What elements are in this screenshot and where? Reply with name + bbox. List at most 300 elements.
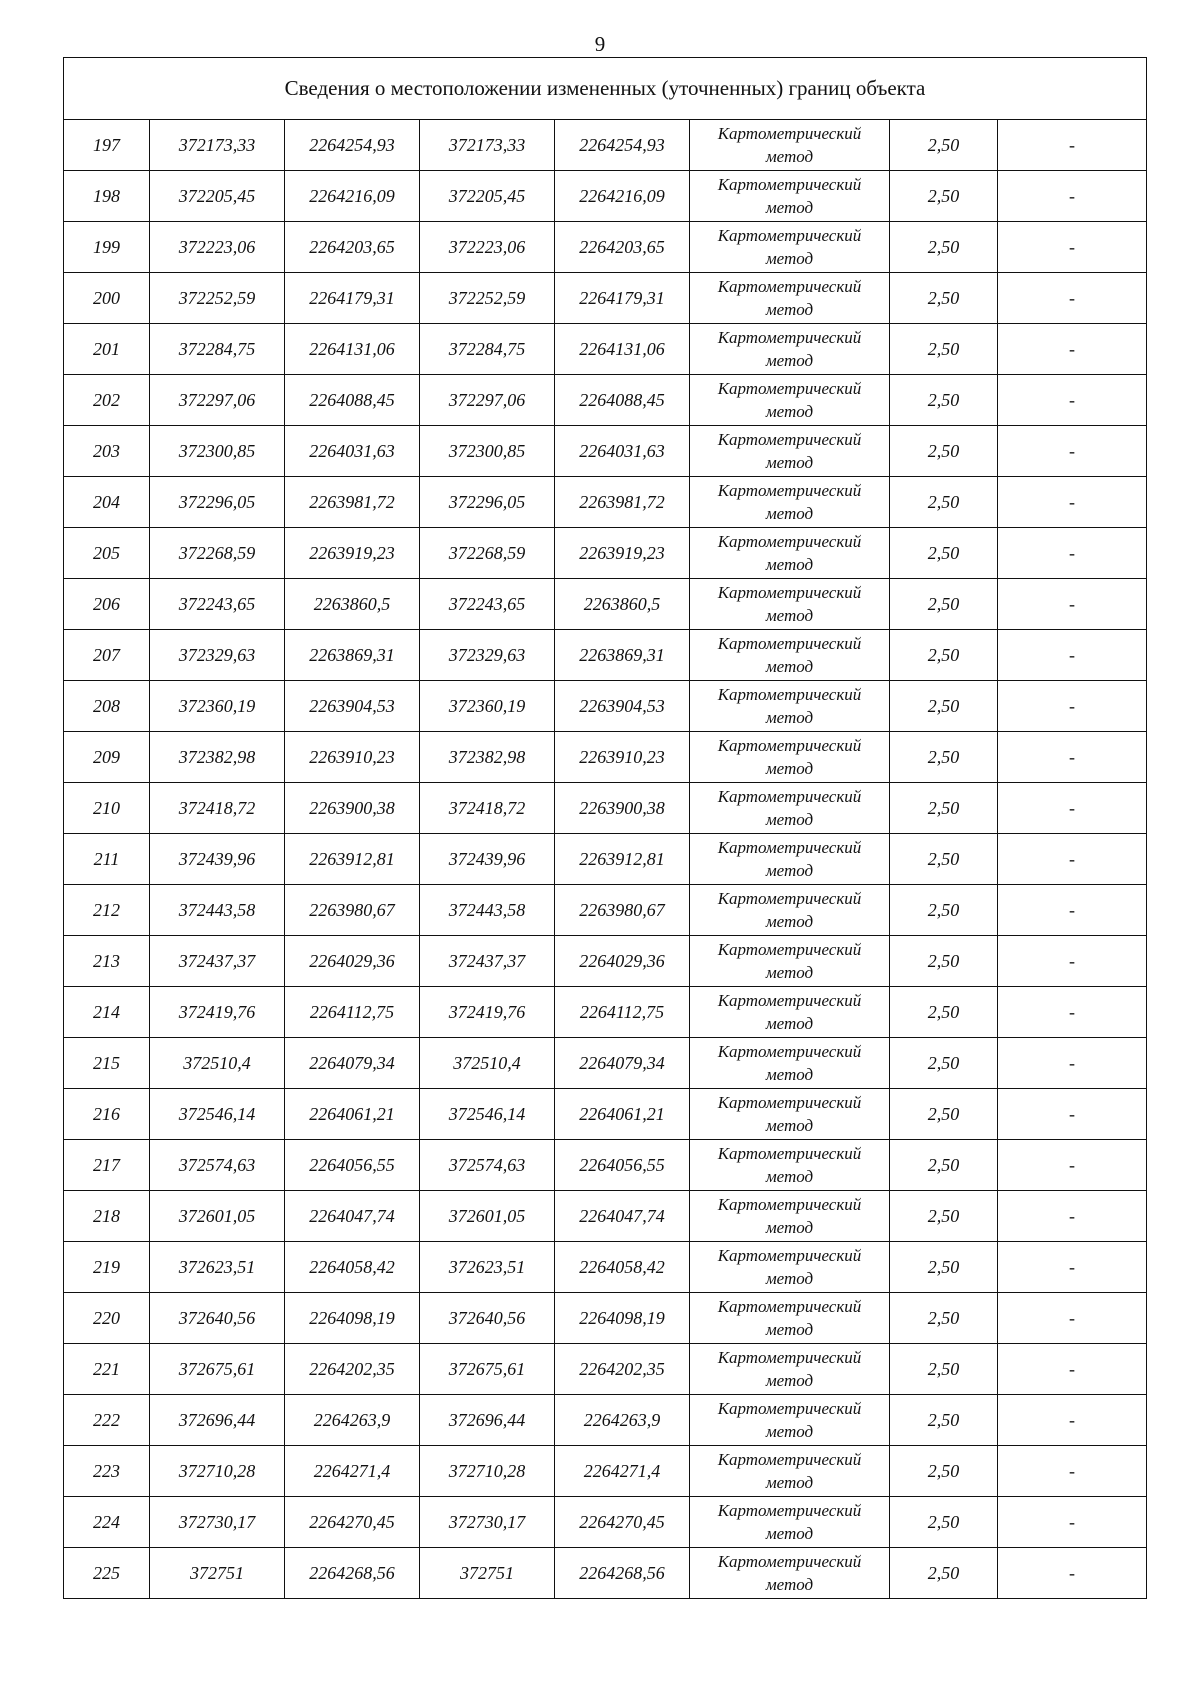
method-line-1: Картометрический: [717, 1500, 862, 1520]
note-cell: -: [998, 783, 1147, 834]
method-cell: [690, 273, 890, 324]
existing-y-cell: 2264216,09: [285, 171, 420, 222]
refined-y-cell: 2264088,45: [555, 375, 690, 426]
table-row: [64, 1395, 1147, 1446]
existing-x-cell: 372710,28: [150, 1446, 285, 1497]
method-cell: [690, 426, 890, 477]
existing-x-cell: 372623,51: [150, 1242, 285, 1293]
refined-y-cell: 2264131,06: [555, 324, 690, 375]
existing-y-cell: 2264112,75: [285, 987, 420, 1038]
method-line-2: метод: [765, 1472, 814, 1492]
method-line-1: Картометрический: [717, 1296, 862, 1316]
refined-x-cell: 372284,75: [420, 324, 555, 375]
method-line-2: метод: [765, 554, 814, 574]
refined-y-cell: 2263912,81: [555, 834, 690, 885]
refined-y-cell: 2263869,31: [555, 630, 690, 681]
refined-x-cell: 372297,06: [420, 375, 555, 426]
refined-x-cell: 372546,14: [420, 1089, 555, 1140]
refined-x-cell: 372710,28: [420, 1446, 555, 1497]
refined-x-cell: 372418,72: [420, 783, 555, 834]
accuracy-cell: 2,50: [890, 426, 998, 477]
method-line-1: Картометрический: [717, 582, 862, 602]
method-line-2: метод: [765, 605, 814, 625]
existing-x-cell: 372297,06: [150, 375, 285, 426]
method-line-2: метод: [765, 452, 814, 472]
table-row: [64, 732, 1147, 783]
table-row: [64, 375, 1147, 426]
method-line-2: метод: [765, 197, 814, 217]
method-cell: [690, 1242, 890, 1293]
table-row: [64, 1446, 1147, 1497]
refined-y-cell: 2264047,74: [555, 1191, 690, 1242]
note-cell: -: [998, 987, 1147, 1038]
existing-y-cell: 2263900,38: [285, 783, 420, 834]
accuracy-cell: 2,50: [890, 1089, 998, 1140]
point-number-cell: 206: [64, 579, 150, 630]
method-line-2: метод: [765, 1268, 814, 1288]
point-number-cell: 213: [64, 936, 150, 987]
note-cell: -: [998, 1191, 1147, 1242]
method-line-2: метод: [765, 1421, 814, 1441]
method-cell: [690, 528, 890, 579]
accuracy-cell: 2,50: [890, 528, 998, 579]
table-row: [64, 579, 1147, 630]
existing-y-cell: 2264056,55: [285, 1140, 420, 1191]
refined-y-cell: 2263860,5: [555, 579, 690, 630]
existing-y-cell: 2264268,56: [285, 1548, 420, 1599]
point-number-cell: 199: [64, 222, 150, 273]
existing-x-cell: 372640,56: [150, 1293, 285, 1344]
point-number-cell: 224: [64, 1497, 150, 1548]
existing-x-cell: 372675,61: [150, 1344, 285, 1395]
method-cell: [690, 1446, 890, 1497]
existing-x-cell: 372252,59: [150, 273, 285, 324]
refined-y-cell: 2264202,35: [555, 1344, 690, 1395]
method-line-2: метод: [765, 860, 814, 880]
accuracy-cell: 2,50: [890, 171, 998, 222]
point-number-cell: 215: [64, 1038, 150, 1089]
method-line-2: метод: [765, 911, 814, 931]
existing-x-cell: 372223,06: [150, 222, 285, 273]
refined-y-cell: 2264268,56: [555, 1548, 690, 1599]
method-line-1: Картометрический: [717, 1041, 862, 1061]
method-cell: [690, 1140, 890, 1191]
note-cell: -: [998, 834, 1147, 885]
existing-y-cell: 2264047,74: [285, 1191, 420, 1242]
table-row: [64, 783, 1147, 834]
accuracy-cell: 2,50: [890, 375, 998, 426]
point-number-cell: 210: [64, 783, 150, 834]
refined-x-cell: 372696,44: [420, 1395, 555, 1446]
method-cell: [690, 324, 890, 375]
method-line-1: Картометрический: [717, 378, 862, 398]
existing-y-cell: 2263981,72: [285, 477, 420, 528]
refined-y-cell: 2264254,93: [555, 120, 690, 171]
method-line-2: метод: [765, 1217, 814, 1237]
point-number-cell: 201: [64, 324, 150, 375]
existing-x-cell: 372268,59: [150, 528, 285, 579]
accuracy-cell: 2,50: [890, 936, 998, 987]
accuracy-cell: 2,50: [890, 1446, 998, 1497]
table-row: [64, 477, 1147, 528]
method-line-2: метод: [765, 962, 814, 982]
existing-y-cell: 2264131,06: [285, 324, 420, 375]
accuracy-cell: 2,50: [890, 987, 998, 1038]
refined-x-cell: 372443,58: [420, 885, 555, 936]
accuracy-cell: 2,50: [890, 681, 998, 732]
refined-y-cell: 2263980,67: [555, 885, 690, 936]
existing-y-cell: 2264098,19: [285, 1293, 420, 1344]
existing-x-cell: 372360,19: [150, 681, 285, 732]
method-line-1: Картометрический: [717, 888, 862, 908]
refined-y-cell: 2264029,36: [555, 936, 690, 987]
point-number-cell: 208: [64, 681, 150, 732]
table-row: [64, 936, 1147, 987]
refined-x-cell: 372574,63: [420, 1140, 555, 1191]
page-number: 9: [594, 32, 606, 56]
method-line-1: Картометрический: [717, 429, 862, 449]
existing-x-cell: 372418,72: [150, 783, 285, 834]
note-cell: -: [998, 1548, 1147, 1599]
method-cell: [690, 171, 890, 222]
existing-x-cell: 372300,85: [150, 426, 285, 477]
note-cell: -: [998, 528, 1147, 579]
method-cell: [690, 987, 890, 1038]
note-cell: -: [998, 171, 1147, 222]
existing-y-cell: 2263904,53: [285, 681, 420, 732]
table-row: [64, 1089, 1147, 1140]
existing-x-cell: 372601,05: [150, 1191, 285, 1242]
existing-x-cell: 372329,63: [150, 630, 285, 681]
method-cell: [690, 120, 890, 171]
table-row: [64, 1038, 1147, 1089]
existing-x-cell: 372510,4: [150, 1038, 285, 1089]
table-row: [64, 426, 1147, 477]
table-row: [64, 1140, 1147, 1191]
note-cell: -: [998, 120, 1147, 171]
method-line-1: Картометрический: [717, 531, 862, 551]
refined-y-cell: 2264216,09: [555, 171, 690, 222]
note-cell: -: [998, 477, 1147, 528]
method-cell: [690, 1191, 890, 1242]
refined-x-cell: 372329,63: [420, 630, 555, 681]
existing-y-cell: 2264271,4: [285, 1446, 420, 1497]
method-line-1: Картометрический: [717, 786, 862, 806]
method-line-1: Картометрический: [717, 735, 862, 755]
existing-x-cell: 372173,33: [150, 120, 285, 171]
refined-y-cell: 2263981,72: [555, 477, 690, 528]
existing-x-cell: 372243,65: [150, 579, 285, 630]
method-cell: [690, 1497, 890, 1548]
refined-y-cell: 2264098,19: [555, 1293, 690, 1344]
method-cell: [690, 222, 890, 273]
existing-y-cell: 2264203,65: [285, 222, 420, 273]
existing-y-cell: 2264061,21: [285, 1089, 420, 1140]
accuracy-cell: 2,50: [890, 1242, 998, 1293]
existing-x-cell: 372419,76: [150, 987, 285, 1038]
refined-x-cell: 372640,56: [420, 1293, 555, 1344]
point-number-cell: 197: [64, 120, 150, 171]
method-cell: [690, 630, 890, 681]
point-number-cell: 200: [64, 273, 150, 324]
accuracy-cell: 2,50: [890, 885, 998, 936]
method-line-1: Картометрический: [717, 327, 862, 347]
existing-x-cell: 372439,96: [150, 834, 285, 885]
existing-x-cell: 372284,75: [150, 324, 285, 375]
method-line-1: Картометрический: [717, 1347, 862, 1367]
point-number-cell: 217: [64, 1140, 150, 1191]
note-cell: -: [998, 1395, 1147, 1446]
point-number-cell: 216: [64, 1089, 150, 1140]
table-row: [64, 987, 1147, 1038]
method-line-1: Картометрический: [717, 684, 862, 704]
method-line-2: метод: [765, 707, 814, 727]
table-row: [64, 1293, 1147, 1344]
refined-y-cell: 2264056,55: [555, 1140, 690, 1191]
refined-x-cell: 372601,05: [420, 1191, 555, 1242]
refined-y-cell: 2264203,65: [555, 222, 690, 273]
point-number-cell: 225: [64, 1548, 150, 1599]
method-cell: [690, 477, 890, 528]
note-cell: -: [998, 1038, 1147, 1089]
existing-y-cell: 2264079,34: [285, 1038, 420, 1089]
method-line-2: метод: [765, 248, 814, 268]
refined-x-cell: 372243,65: [420, 579, 555, 630]
point-number-cell: 214: [64, 987, 150, 1038]
method-line-1: Картометрический: [717, 939, 862, 959]
method-cell: [690, 1395, 890, 1446]
refined-y-cell: 2263900,38: [555, 783, 690, 834]
method-cell: [690, 1548, 890, 1599]
refined-y-cell: 2264271,4: [555, 1446, 690, 1497]
point-number-cell: 223: [64, 1446, 150, 1497]
refined-x-cell: 372268,59: [420, 528, 555, 579]
method-cell: [690, 1089, 890, 1140]
note-cell: -: [998, 426, 1147, 477]
refined-y-cell: 2264031,63: [555, 426, 690, 477]
refined-x-cell: 372296,05: [420, 477, 555, 528]
refined-x-cell: 372205,45: [420, 171, 555, 222]
refined-x-cell: 372730,17: [420, 1497, 555, 1548]
method-line-2: метод: [765, 1013, 814, 1033]
method-cell: [690, 885, 890, 936]
point-number-cell: 222: [64, 1395, 150, 1446]
method-line-1: Картометрический: [717, 480, 862, 500]
accuracy-cell: 2,50: [890, 1140, 998, 1191]
note-cell: -: [998, 1089, 1147, 1140]
method-line-1: Картометрический: [717, 225, 862, 245]
note-cell: -: [998, 885, 1147, 936]
table-title: Сведения о местоположении измененных (уточненных) границ объекта: [64, 58, 1147, 120]
existing-y-cell: 2264088,45: [285, 375, 420, 426]
method-line-2: метод: [765, 503, 814, 523]
method-line-2: метод: [765, 656, 814, 676]
accuracy-cell: 2,50: [890, 120, 998, 171]
table-row: [64, 324, 1147, 375]
note-cell: -: [998, 1344, 1147, 1395]
existing-y-cell: 2264179,31: [285, 273, 420, 324]
method-cell: [690, 783, 890, 834]
table-row: [64, 630, 1147, 681]
note-cell: -: [998, 1293, 1147, 1344]
method-cell: [690, 834, 890, 885]
method-line-1: Картометрический: [717, 1245, 862, 1265]
method-line-2: метод: [765, 1064, 814, 1084]
existing-y-cell: 2264202,35: [285, 1344, 420, 1395]
table-row: [64, 273, 1147, 324]
method-cell: [690, 1344, 890, 1395]
coordinates-table: [63, 57, 1147, 1599]
existing-x-cell: 372205,45: [150, 171, 285, 222]
existing-y-cell: 2263912,81: [285, 834, 420, 885]
accuracy-cell: 2,50: [890, 1497, 998, 1548]
method-line-1: Картометрический: [717, 1092, 862, 1112]
existing-x-cell: 372546,14: [150, 1089, 285, 1140]
method-line-1: Картометрический: [717, 1449, 862, 1469]
point-number-cell: 207: [64, 630, 150, 681]
table-row: [64, 1344, 1147, 1395]
method-cell: [690, 375, 890, 426]
refined-x-cell: 372623,51: [420, 1242, 555, 1293]
existing-y-cell: 2264029,36: [285, 936, 420, 987]
refined-y-cell: 2264112,75: [555, 987, 690, 1038]
existing-x-cell: 372696,44: [150, 1395, 285, 1446]
table-body: [64, 58, 1147, 1599]
accuracy-cell: 2,50: [890, 273, 998, 324]
method-cell: [690, 681, 890, 732]
existing-y-cell: 2264254,93: [285, 120, 420, 171]
accuracy-cell: 2,50: [890, 579, 998, 630]
method-line-1: Картометрический: [717, 174, 862, 194]
table-row: [64, 1191, 1147, 1242]
method-line-1: Картометрический: [717, 1143, 862, 1163]
point-number-cell: 212: [64, 885, 150, 936]
existing-y-cell: 2264270,45: [285, 1497, 420, 1548]
note-cell: -: [998, 1242, 1147, 1293]
method-line-2: метод: [765, 146, 814, 166]
table-title-row: [64, 58, 1147, 120]
method-cell: [690, 579, 890, 630]
method-line-2: метод: [765, 1115, 814, 1135]
method-line-1: Картометрический: [717, 633, 862, 653]
method-cell: [690, 936, 890, 987]
point-number-cell: 211: [64, 834, 150, 885]
accuracy-cell: 2,50: [890, 1191, 998, 1242]
refined-x-cell: 372419,76: [420, 987, 555, 1038]
note-cell: -: [998, 222, 1147, 273]
existing-x-cell: 372382,98: [150, 732, 285, 783]
method-cell: [690, 1038, 890, 1089]
refined-y-cell: 2263919,23: [555, 528, 690, 579]
refined-y-cell: 2263910,23: [555, 732, 690, 783]
note-cell: -: [998, 273, 1147, 324]
existing-x-cell: 372437,37: [150, 936, 285, 987]
table-row: [64, 1242, 1147, 1293]
method-line-1: Картометрический: [717, 276, 862, 296]
note-cell: -: [998, 1497, 1147, 1548]
accuracy-cell: 2,50: [890, 1344, 998, 1395]
accuracy-cell: 2,50: [890, 477, 998, 528]
refined-x-cell: 372751: [420, 1548, 555, 1599]
note-cell: -: [998, 936, 1147, 987]
existing-x-cell: 372751: [150, 1548, 285, 1599]
table-row: [64, 120, 1147, 171]
point-number-cell: 205: [64, 528, 150, 579]
refined-x-cell: 372675,61: [420, 1344, 555, 1395]
accuracy-cell: 2,50: [890, 1548, 998, 1599]
method-line-2: метод: [765, 1523, 814, 1543]
point-number-cell: 209: [64, 732, 150, 783]
refined-x-cell: 372360,19: [420, 681, 555, 732]
existing-y-cell: 2264263,9: [285, 1395, 420, 1446]
note-cell: -: [998, 579, 1147, 630]
refined-x-cell: 372437,37: [420, 936, 555, 987]
note-cell: -: [998, 324, 1147, 375]
point-number-cell: 221: [64, 1344, 150, 1395]
method-line-1: Картометрический: [717, 990, 862, 1010]
method-line-2: метод: [765, 1319, 814, 1339]
existing-y-cell: 2264031,63: [285, 426, 420, 477]
refined-x-cell: 372510,4: [420, 1038, 555, 1089]
existing-x-cell: 372574,63: [150, 1140, 285, 1191]
accuracy-cell: 2,50: [890, 324, 998, 375]
refined-y-cell: 2264270,45: [555, 1497, 690, 1548]
table-row: [64, 1497, 1147, 1548]
method-line-2: метод: [765, 299, 814, 319]
note-cell: -: [998, 375, 1147, 426]
table-row: [64, 1548, 1147, 1599]
accuracy-cell: 2,50: [890, 1038, 998, 1089]
method-line-2: метод: [765, 758, 814, 778]
accuracy-cell: 2,50: [890, 1293, 998, 1344]
method-line-1: Картометрический: [717, 123, 862, 143]
refined-y-cell: 2263904,53: [555, 681, 690, 732]
accuracy-cell: 2,50: [890, 222, 998, 273]
point-number-cell: 220: [64, 1293, 150, 1344]
existing-y-cell: 2264058,42: [285, 1242, 420, 1293]
point-number-cell: 198: [64, 171, 150, 222]
existing-y-cell: 2263910,23: [285, 732, 420, 783]
note-cell: -: [998, 1446, 1147, 1497]
existing-y-cell: 2263980,67: [285, 885, 420, 936]
point-number-cell: 202: [64, 375, 150, 426]
method-line-1: Картометрический: [717, 1551, 862, 1571]
refined-x-cell: 372223,06: [420, 222, 555, 273]
note-cell: -: [998, 732, 1147, 783]
point-number-cell: 219: [64, 1242, 150, 1293]
existing-x-cell: 372730,17: [150, 1497, 285, 1548]
refined-x-cell: 372382,98: [420, 732, 555, 783]
point-number-cell: 204: [64, 477, 150, 528]
refined-x-cell: 372252,59: [420, 273, 555, 324]
refined-y-cell: 2264179,31: [555, 273, 690, 324]
accuracy-cell: 2,50: [890, 834, 998, 885]
table-row: [64, 171, 1147, 222]
refined-y-cell: 2264058,42: [555, 1242, 690, 1293]
note-cell: -: [998, 1140, 1147, 1191]
existing-y-cell: 2263860,5: [285, 579, 420, 630]
accuracy-cell: 2,50: [890, 630, 998, 681]
table-row: [64, 834, 1147, 885]
method-line-2: метод: [765, 350, 814, 370]
method-line-2: метод: [765, 401, 814, 421]
table-row: [64, 681, 1147, 732]
note-cell: -: [998, 681, 1147, 732]
note-cell: -: [998, 630, 1147, 681]
refined-x-cell: 372439,96: [420, 834, 555, 885]
refined-y-cell: 2264079,34: [555, 1038, 690, 1089]
existing-x-cell: 372443,58: [150, 885, 285, 936]
